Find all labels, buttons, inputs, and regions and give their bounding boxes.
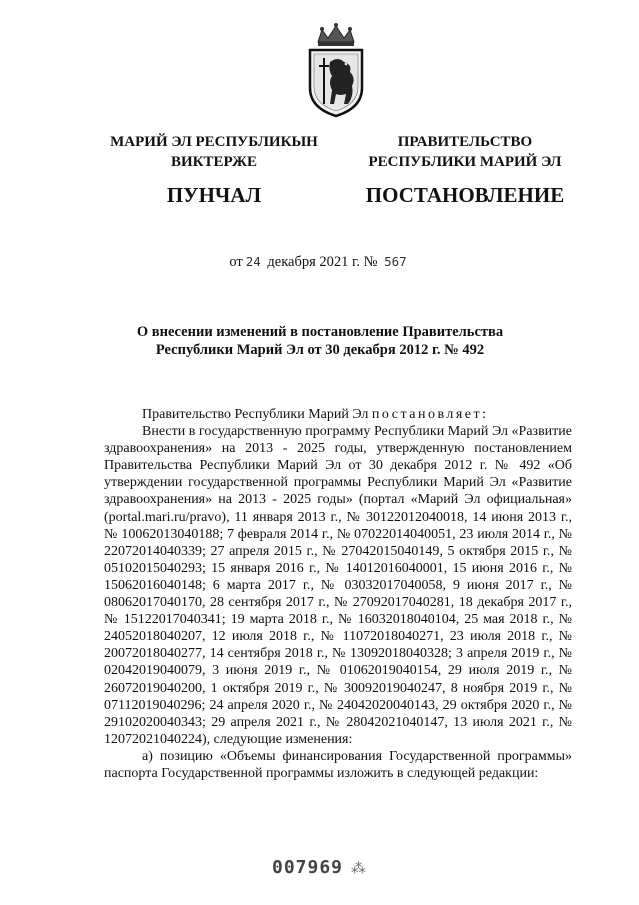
- serial-number: 007969: [272, 857, 344, 878]
- dateline-date-text: декабря 2021 г. №: [267, 254, 378, 270]
- document-body: [104, 406, 572, 782]
- preamble-text: Правительство Республики Марий Эл: [142, 407, 372, 422]
- header-left-line1: МАРИЙ ЭЛ РЕСПУБЛИКЫН: [110, 134, 318, 150]
- header-left-title: ПУНЧАЛ: [166, 183, 262, 207]
- dateline-day: 24: [245, 254, 261, 269]
- coat-of-arms-icon: [296, 20, 376, 120]
- asterism-mark: ⁂: [351, 859, 368, 877]
- subject-line1: О внесении изменений в постановление Правительства: [136, 324, 504, 340]
- header-left-line2: ВИКТЕРЖЕ: [170, 154, 258, 170]
- header-right-title: ПОСТАНОВЛЕНИЕ: [365, 183, 565, 207]
- body-paragraph-1: Внести в государственную программу Республики Марий Эл «Развитие здравоохранения» на 2013 - 2025 годы, утвержденную постановлением Правительства Республики Марий Эл от 30 декабря 2012 г. № 492 «Об утверждении государственной программы Республики Марий Эл «Развитие здравоохранения» на 2013 - 2025 годы» (портал «Марий Эл официальная» (portal.mari.ru/pravo), 11 января 2013 г., № 30122012040018, 14 июня 2013 г., № 10062013040188; 7 февраля 2014 г., № 07022014040051, 23 июля 2014 г., № 22072014040339; 27 апреля 2015 г., № 27042015040149, 5 октября 2015 г., № 05102015040293; 15 января 2016 г., № 14012016040001, 15 июня 2016 г., № 15062016040148; 6 марта 2017 г., № 03032017040058, 9 июня 2017 г., № 08062017040170, 28 сентября 2017 г., № 27092017040281, 18 декабря 2017 г., № 15122017040341; 19 марта 2018 г., № 16032018040104, 25 мая 2018 г., № 24052018040207, 12 июля 2018 г., № 11072018040271, 23 июля 2018 г., № 20072018040277, 14 сентября 2018 г., № 13092018040328; 3 апреля 2019 г., № 02042019040079, 3 июня 2019 г., № 01062019040154, 29 июля 2019 г., № 26072019040200, 1 октября 2019 г., № 30092019040247, 8 ноября 2019 г., № 07112019040296; 24 апреля 2020 г., № 24042020040143, 29 октября 2020 г., № 29102020040343; 29 апреля 2021 г., № 28042021040147, 13 июля 2021 г., № 12072021040224), следующие изменения:: [104, 424, 572, 747]
- header-left: [96, 132, 332, 208]
- dateline-number: 567: [384, 254, 407, 269]
- dateline-prefix: от: [229, 254, 243, 270]
- body-preamble: [104, 406, 572, 423]
- preamble-spaced-word: постановляет:: [371, 407, 489, 422]
- header-right: [356, 132, 574, 208]
- body-paragraph-2: а) позицию «Объемы финансирования Государственной программы» паспорта Государственной программы изложить в следующей редакции:: [104, 748, 572, 781]
- subject-line2: Республики Марий Эл от 30 декабря 2012 г. № 492: [155, 342, 485, 358]
- document-dateline: [0, 254, 639, 271]
- document-serial: [272, 857, 367, 878]
- header-right-line2: РЕСПУБЛИКИ МАРИЙ ЭЛ: [368, 154, 562, 170]
- header-right-line1: ПРАВИТЕЛЬСТВО: [397, 134, 533, 150]
- document-subject: [100, 323, 540, 359]
